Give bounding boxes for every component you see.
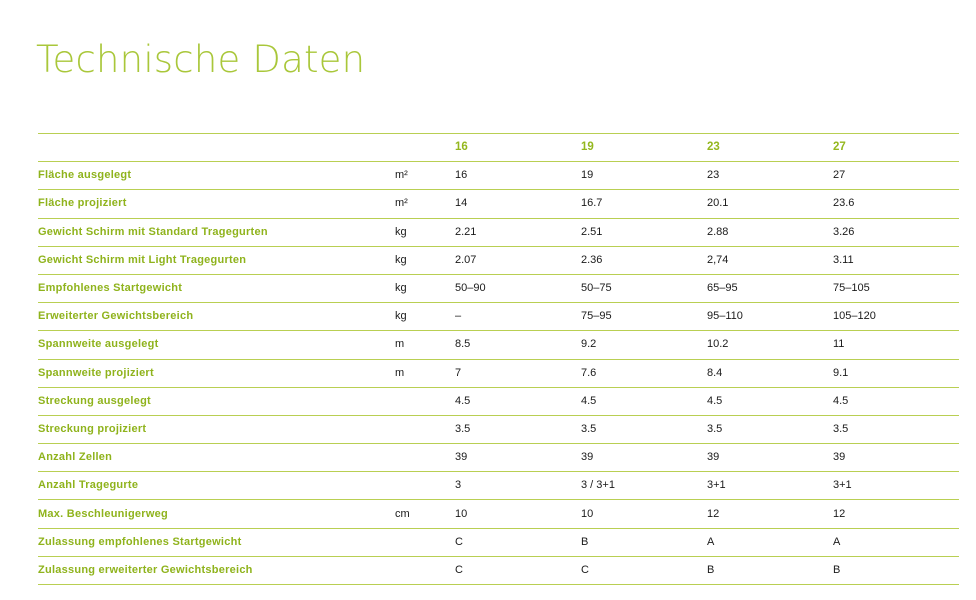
value-cell: 3: [455, 472, 581, 500]
unit-cell: cm: [395, 500, 455, 528]
unit-cell: [395, 472, 455, 500]
table-row: [38, 218, 959, 246]
size-header-23: 23: [707, 134, 833, 162]
unit-cell: [395, 556, 455, 584]
value-cell: 16.7: [581, 190, 707, 218]
value-cell: 3.5: [581, 415, 707, 443]
row-label: Streckung projiziert: [38, 415, 395, 443]
value-cell: 50–75: [581, 274, 707, 302]
unit-cell: kg: [395, 218, 455, 246]
value-cell: 19: [581, 162, 707, 190]
value-cell: 7.6: [581, 359, 707, 387]
unit-cell: m: [395, 331, 455, 359]
value-cell: 3+1: [833, 472, 959, 500]
row-label: Fläche ausgelegt: [38, 162, 395, 190]
value-cell: 2.51: [581, 218, 707, 246]
value-cell: –: [455, 303, 581, 331]
value-cell: B: [707, 556, 833, 584]
value-cell: 10: [455, 500, 581, 528]
table-body: [38, 162, 959, 585]
value-cell: 3.26: [833, 218, 959, 246]
value-cell: 2,74: [707, 246, 833, 274]
value-cell: 39: [707, 444, 833, 472]
value-cell: 75–95: [581, 303, 707, 331]
row-label: Empfohlenes Startgewicht: [38, 274, 395, 302]
value-cell: 2.88: [707, 218, 833, 246]
value-cell: 11: [833, 331, 959, 359]
unit-cell: m²: [395, 190, 455, 218]
value-cell: 4.5: [833, 387, 959, 415]
value-cell: 65–95: [707, 274, 833, 302]
row-label: Gewicht Schirm mit Light Tragegurten: [38, 246, 395, 274]
table-row: [38, 444, 959, 472]
size-header-19: 19: [581, 134, 707, 162]
value-cell: 39: [455, 444, 581, 472]
value-cell: C: [455, 556, 581, 584]
row-label: Gewicht Schirm mit Standard Tragegurten: [38, 218, 395, 246]
value-cell: 23: [707, 162, 833, 190]
value-cell: 14: [455, 190, 581, 218]
value-cell: 3.5: [455, 415, 581, 443]
unit-cell: [395, 444, 455, 472]
value-cell: 4.5: [707, 387, 833, 415]
row-label: Zulassung empfohlenes Startgewicht: [38, 528, 395, 556]
table-row: [38, 162, 959, 190]
page-title: Technische Daten: [36, 38, 366, 81]
row-label: Fläche projiziert: [38, 190, 395, 218]
value-cell: 8.4: [707, 359, 833, 387]
value-cell: A: [707, 528, 833, 556]
row-label: Zulassung erweiterter Gewichtsbereich: [38, 556, 395, 584]
size-header-27: 27: [833, 134, 959, 162]
value-cell: 39: [581, 444, 707, 472]
value-cell: 4.5: [455, 387, 581, 415]
value-cell: 39: [833, 444, 959, 472]
value-cell: B: [581, 528, 707, 556]
table-row: [38, 528, 959, 556]
table-row: [38, 274, 959, 302]
table-row: [38, 246, 959, 274]
value-cell: 3.5: [707, 415, 833, 443]
value-cell: A: [833, 528, 959, 556]
value-cell: C: [455, 528, 581, 556]
technical-data-table: [38, 133, 959, 585]
value-cell: 23.6: [833, 190, 959, 218]
value-cell: 12: [833, 500, 959, 528]
value-cell: 2.21: [455, 218, 581, 246]
unit-cell: m²: [395, 162, 455, 190]
value-cell: 7: [455, 359, 581, 387]
unit-cell: [395, 387, 455, 415]
value-cell: 12: [707, 500, 833, 528]
size-header-16: 16: [455, 134, 581, 162]
table-row: [38, 303, 959, 331]
unit-cell: [395, 528, 455, 556]
value-cell: 75–105: [833, 274, 959, 302]
value-cell: 105–120: [833, 303, 959, 331]
row-label: Anzahl Zellen: [38, 444, 395, 472]
unit-cell: kg: [395, 246, 455, 274]
header-row: [38, 134, 959, 162]
value-cell: 27: [833, 162, 959, 190]
table-row: [38, 190, 959, 218]
value-cell: 2.36: [581, 246, 707, 274]
value-cell: 3 / 3+1: [581, 472, 707, 500]
header-unit-empty: [395, 134, 455, 162]
value-cell: 95–110: [707, 303, 833, 331]
row-label: Erweiterter Gewichtsbereich: [38, 303, 395, 331]
unit-cell: m: [395, 359, 455, 387]
value-cell: 3.11: [833, 246, 959, 274]
table-row: [38, 415, 959, 443]
value-cell: 9.2: [581, 331, 707, 359]
value-cell: 3+1: [707, 472, 833, 500]
table-row: [38, 556, 959, 584]
value-cell: 8.5: [455, 331, 581, 359]
table-row: [38, 359, 959, 387]
value-cell: 10.2: [707, 331, 833, 359]
row-label: Anzahl Tragegurte: [38, 472, 395, 500]
row-label: Spannweite projiziert: [38, 359, 395, 387]
value-cell: 4.5: [581, 387, 707, 415]
value-cell: B: [833, 556, 959, 584]
value-cell: C: [581, 556, 707, 584]
table-row: [38, 500, 959, 528]
value-cell: 50–90: [455, 274, 581, 302]
row-label: Spannweite ausgelegt: [38, 331, 395, 359]
header-label-empty: [38, 134, 395, 162]
value-cell: 16: [455, 162, 581, 190]
unit-cell: kg: [395, 274, 455, 302]
value-cell: 10: [581, 500, 707, 528]
unit-cell: kg: [395, 303, 455, 331]
table-row: [38, 472, 959, 500]
row-label: Max. Beschleunigerweg: [38, 500, 395, 528]
unit-cell: [395, 415, 455, 443]
table-row: [38, 387, 959, 415]
value-cell: 3.5: [833, 415, 959, 443]
value-cell: 20.1: [707, 190, 833, 218]
table-row: [38, 331, 959, 359]
value-cell: 9.1: [833, 359, 959, 387]
row-label: Streckung ausgelegt: [38, 387, 395, 415]
value-cell: 2.07: [455, 246, 581, 274]
